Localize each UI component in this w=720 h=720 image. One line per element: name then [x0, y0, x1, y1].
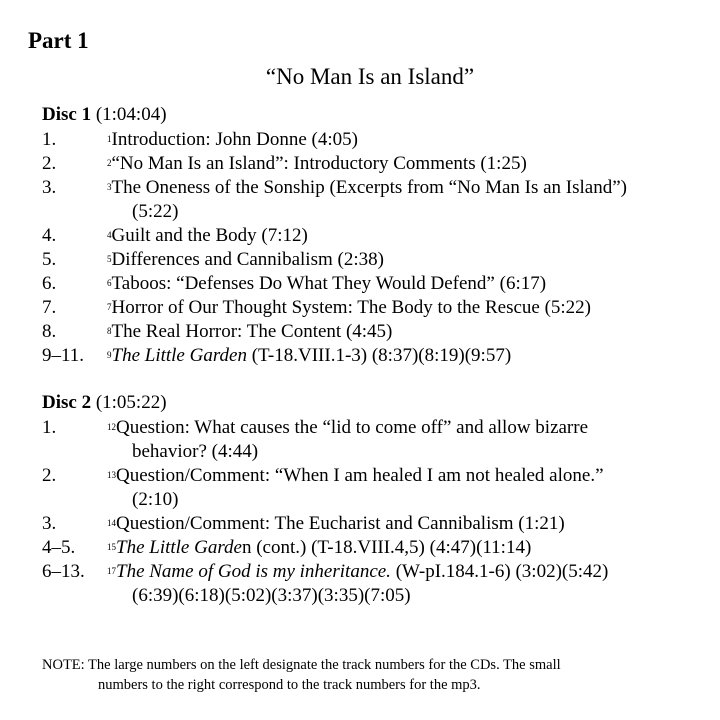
- cd-track-number: 3.: [42, 513, 57, 534]
- disc-1-label: Disc 1: [42, 104, 92, 125]
- track-title: $^2$“No Man Is an Island”: Introductory Comments (1:25): [107, 153, 527, 174]
- mp3-track-number: 12: [107, 422, 116, 432]
- cd-track-number: 4–5.: [42, 537, 76, 558]
- track-title-italic: The Little Garde: [116, 537, 242, 558]
- track-title: $^9$The Little Garden (T-18.VIII.1-3) (8:37)(8:19)(9:57): [107, 345, 512, 366]
- mp3-track-number: 13: [107, 470, 116, 480]
- mp3-track-number: 7: [107, 302, 112, 312]
- track-title-italic: The Little Garden: [111, 345, 247, 366]
- track-title: $^6$Taboos: “Defenses Do What They Would Defend” (6:17): [107, 273, 547, 294]
- cd-track-number: 2.: [42, 153, 57, 174]
- mp3-track-number: 2: [107, 158, 112, 168]
- track-title: $^{13}$Question/Comment: “When I am healed I am not healed alone.” (2:10): [107, 464, 702, 512]
- track-title: $^3$The Oneness of the Sonship (Excerpts from “No Man Is an Island”) (5:22): [107, 176, 702, 224]
- mp3-track-number: 15: [107, 542, 116, 552]
- mp3-track-number: 6: [107, 278, 112, 288]
- track-title: $^4$Guilt and the Body (7:12): [107, 225, 308, 246]
- cd-track-number: 1.: [42, 129, 57, 150]
- mp3-track-number: 9: [107, 350, 112, 360]
- track-continuation: behavior? (4:44): [132, 441, 259, 462]
- mp3-track-number: 17: [107, 566, 116, 576]
- mp3-track-number: 5: [107, 254, 112, 264]
- cd-track-number: 8.: [42, 321, 57, 342]
- cd-track-number: 4.: [42, 225, 57, 246]
- track-title: $^5$Differences and Cannibalism (2:38): [107, 249, 384, 270]
- track-title: $^{17}$The Name of God is my inheritance. (W-pI.184.1-6) (3:02)(5:42) (6:39)(6:18)(5:02)(3:37)(3:35)(7:05): [107, 560, 702, 608]
- cd-track-number: 6–13.: [42, 561, 85, 582]
- cd-track-number: 7.: [42, 297, 57, 318]
- mp3-track-number: 3: [107, 182, 112, 192]
- mp3-track-number: 4: [107, 230, 112, 240]
- track-continuation: (5:22): [132, 201, 179, 222]
- track-title: $^{12}$Question: What causes the “lid to come off” and allow bizarre behavior? (4:44): [107, 416, 702, 464]
- footnote-line-1: NOTE: The large numbers on the left designate the track numbers for the CDs. The small: [42, 657, 561, 673]
- track-title-italic: The Name of God is my inheritance.: [116, 561, 391, 582]
- cd-track-number: 3.: [42, 177, 57, 198]
- footnote: [42, 655, 692, 695]
- part-heading: Part 1: [28, 28, 89, 53]
- track-title: $^1$Introduction: John Donne (4:05): [107, 129, 358, 150]
- track-continuation: (6:39)(6:18)(5:02)(3:37)(3:35)(7:05): [132, 585, 411, 606]
- disc-1-heading: [42, 104, 167, 126]
- disc-1-duration: (1:04:04): [95, 104, 167, 125]
- cd-track-number: 9–11.: [42, 345, 85, 366]
- track-continuation: (2:10): [132, 489, 179, 510]
- mp3-track-number: 1: [107, 134, 112, 144]
- footnote-line-2: numbers to the right correspond to the track numbers for the mp3.: [98, 677, 481, 693]
- disc-2-duration: (1:05:22): [95, 392, 167, 413]
- track-title: $^{14}$Question/Comment: The Eucharist and Cannibalism (1:21): [107, 513, 565, 534]
- album-title: “No Man Is an Island”: [265, 64, 475, 89]
- track-title: $^8$The Real Horror: The Content (4:45): [107, 321, 393, 342]
- cd-track-number: 5.: [42, 249, 57, 270]
- cd-track-number: 6.: [42, 273, 57, 294]
- track-title: $^7$Horror of Our Thought System: The Body to the Rescue (5:22): [107, 297, 592, 318]
- cd-track-number: 2.: [42, 465, 57, 486]
- mp3-track-number: 14: [107, 518, 116, 528]
- track-title: $^{15}$The Little Garden (cont.) (T-18.VIII.4,5) (4:47)(11:14): [107, 537, 532, 558]
- disc-2-label: Disc 2: [42, 392, 92, 413]
- disc-2-heading: [42, 392, 167, 414]
- cd-track-number: 1.: [42, 417, 57, 438]
- mp3-track-number: 8: [107, 326, 112, 336]
